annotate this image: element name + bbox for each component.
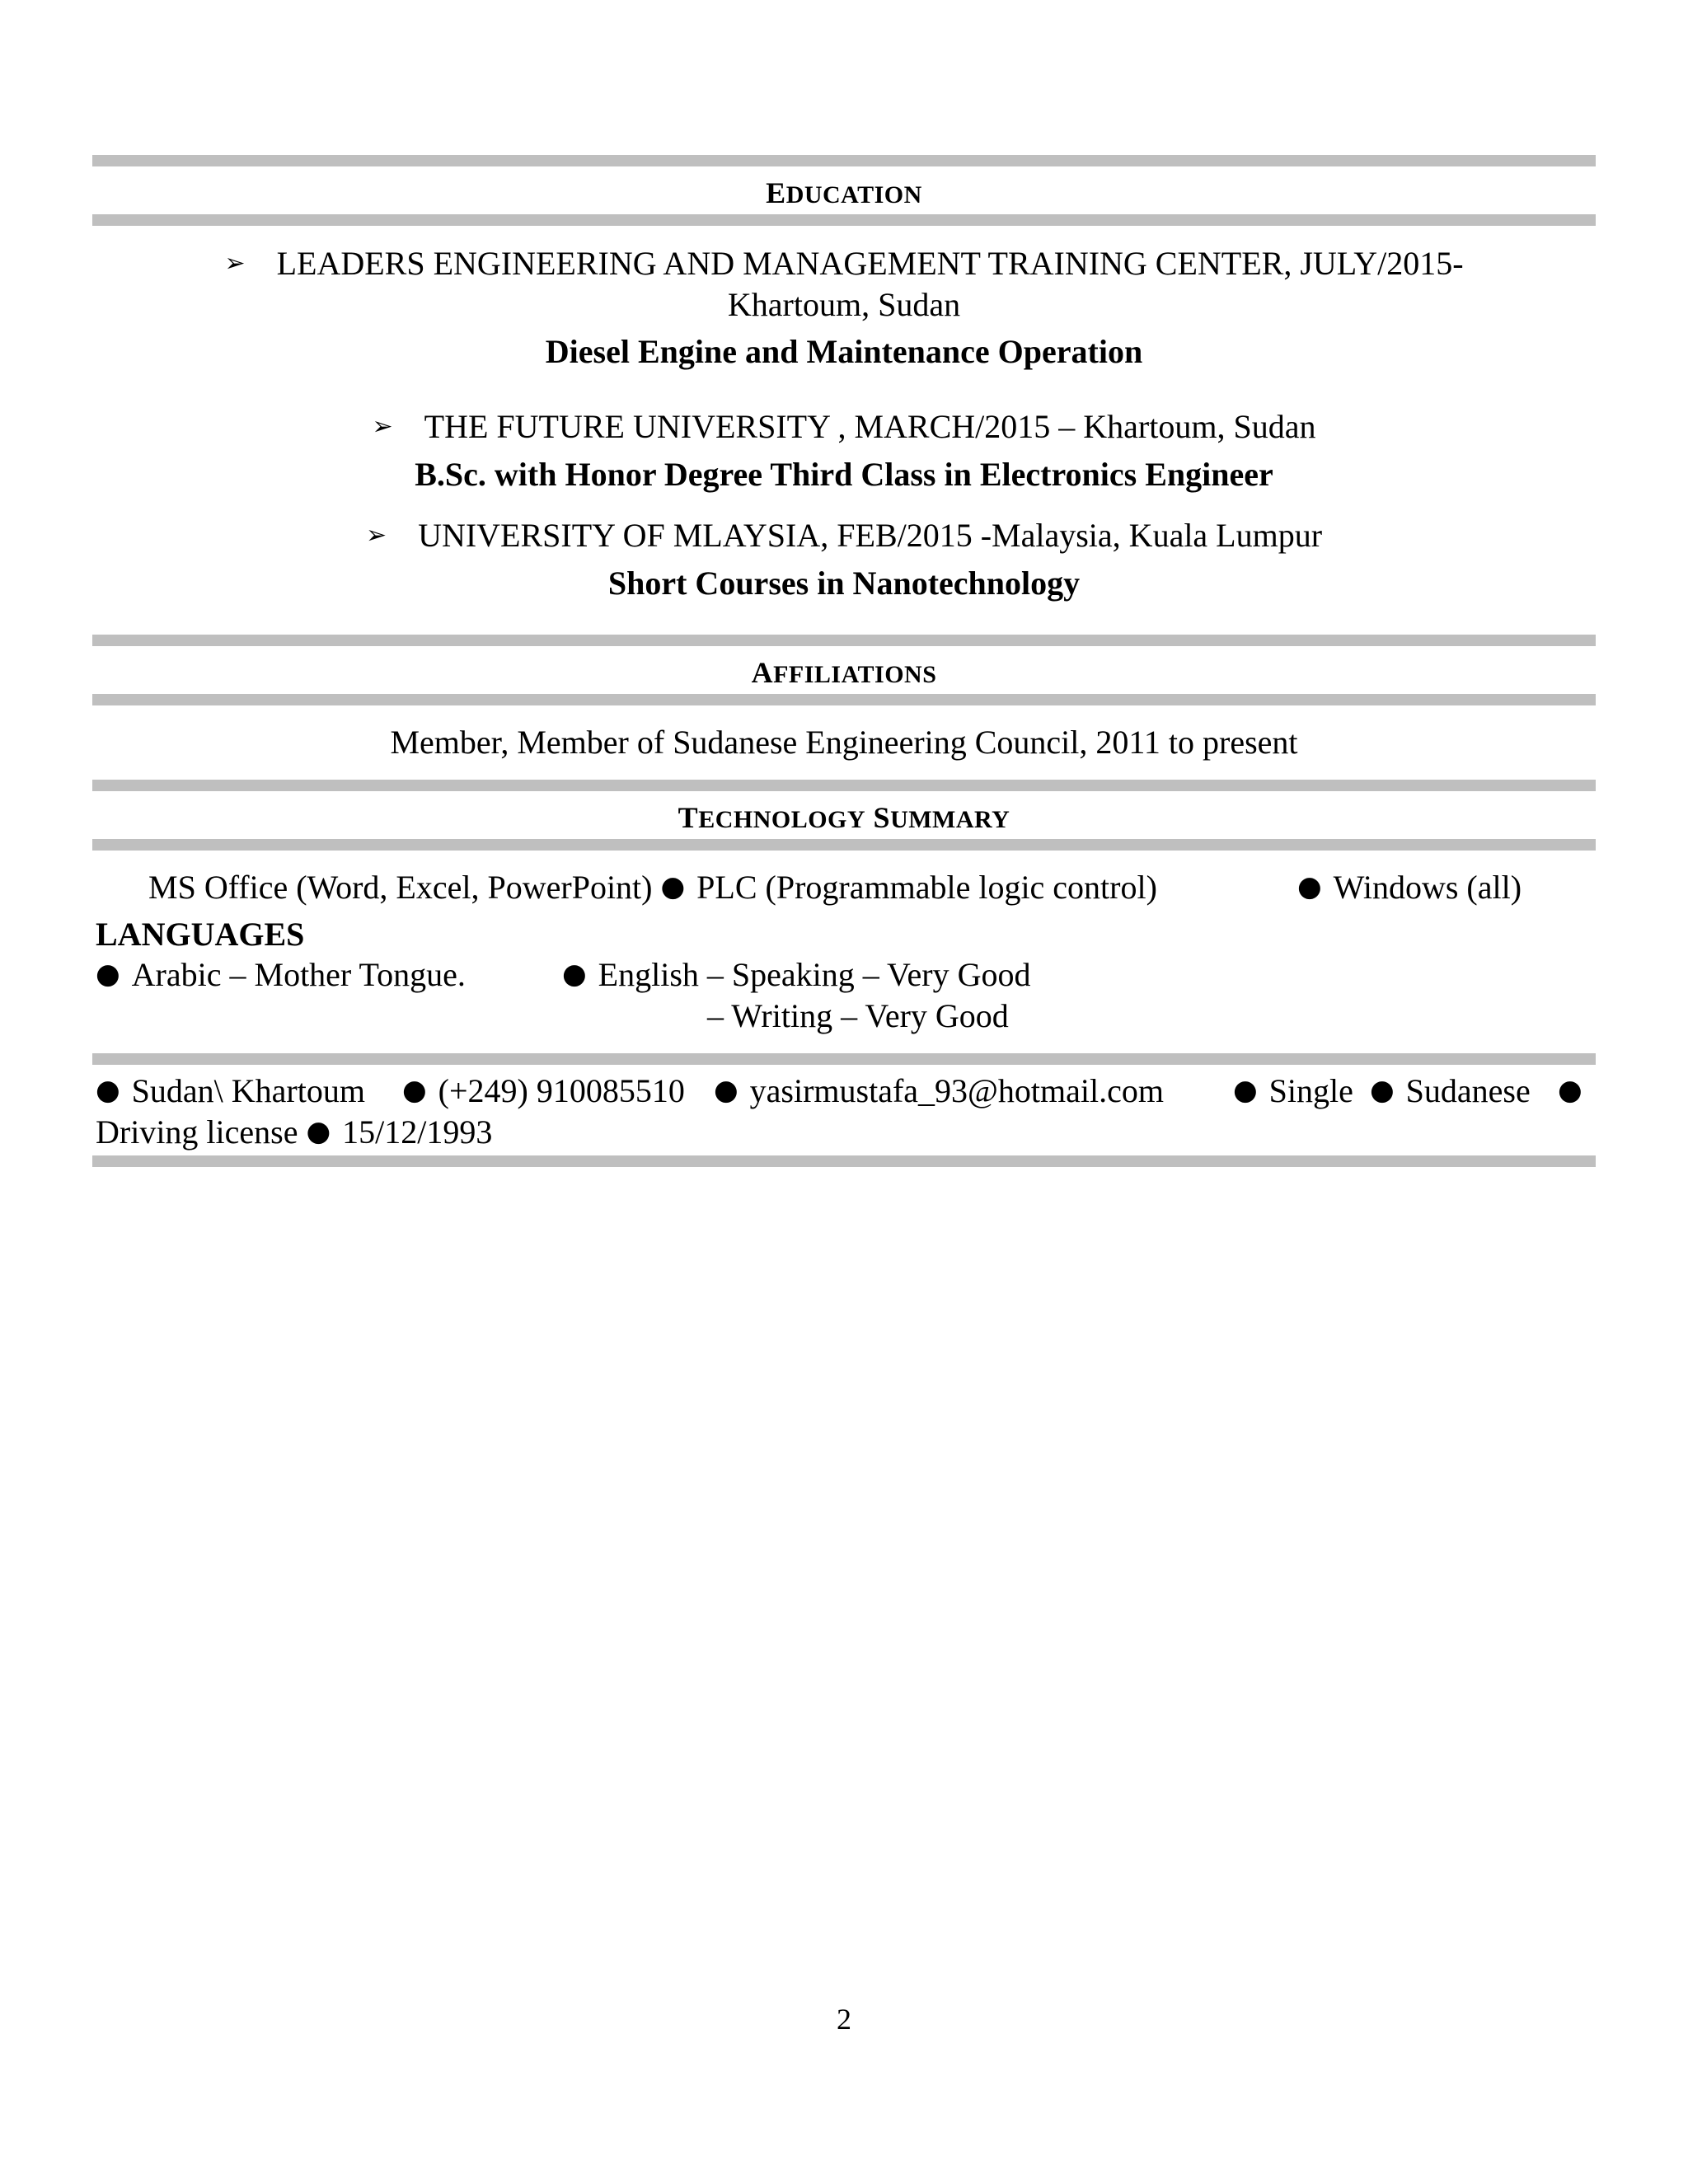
- education-institution: UNIVERSITY OF MLAYSIA, FEB/2015 -Malaysia, Kuala Lumpur: [418, 517, 1323, 554]
- heading-rest: FFILIATIONS: [773, 661, 937, 688]
- personal-nationality: [1370, 1071, 1531, 1113]
- section-rule: [92, 214, 1596, 226]
- heading-initial: S: [873, 801, 891, 834]
- personal-email: [714, 1071, 1164, 1113]
- personal-info-line2: [96, 1112, 492, 1155]
- bullet-dot-icon: ●: [402, 1074, 427, 1107]
- personal-email-text: yasirmustafa_93@hotmail.com: [749, 1072, 1164, 1109]
- education-entry-1-line1: [92, 243, 1596, 288]
- bullet-dot-icon: ●: [1297, 870, 1322, 903]
- bullet-dot-icon: ●: [96, 958, 120, 991]
- bullet-dot-icon: ●: [96, 1074, 120, 1107]
- heading-rest: DUCATION: [785, 181, 922, 209]
- arrow-bullet-icon: ➢: [372, 412, 393, 441]
- section-rule: [92, 155, 1596, 166]
- bullet-dot-icon: ●: [562, 958, 587, 991]
- bullet-dot-icon: ●: [1233, 1074, 1258, 1107]
- section-rule: [92, 694, 1596, 705]
- bullet-dot-icon: ●: [1558, 1074, 1582, 1107]
- affiliations-heading: [92, 654, 1596, 693]
- arrow-bullet-icon: ➢: [224, 249, 246, 278]
- education-heading: [92, 175, 1596, 213]
- arrow-bullet-icon: ➢: [365, 521, 387, 550]
- bullet-dot-icon: ●: [660, 870, 686, 903]
- technology-item: MS Office (Word, Excel, PowerPoint): [148, 869, 653, 906]
- education-entry-2-title: B.Sc. with Honor Degree Third Class in Electronics Engineer: [415, 456, 1273, 493]
- language-item: Arabic – Mother Tongue.: [131, 956, 466, 993]
- technology-heading: [92, 799, 1596, 838]
- personal-phone-text: (+249) 910085510: [438, 1072, 685, 1109]
- technology-item-windows: [1297, 867, 1522, 910]
- section-rule: [92, 635, 1596, 646]
- technology-item: PLC (Programmable logic control): [696, 869, 1157, 906]
- languages-heading: LANGUAGES: [96, 916, 305, 953]
- personal-nationality-text: Sudanese: [1405, 1072, 1531, 1109]
- personal-status-text: Single: [1268, 1072, 1353, 1109]
- education-institution: LEADERS ENGINEERING AND MANAGEMENT TRAINING CENTER, JULY/2015-: [276, 245, 1464, 282]
- personal-dob-text: 15/12/1993: [342, 1113, 493, 1151]
- education-entry-1-title: Diesel Engine and Maintenance Operation: [545, 333, 1143, 370]
- technology-item: Windows (all): [1333, 869, 1522, 906]
- education-entry-2-line1: [92, 406, 1596, 451]
- heading-rest: UMMARY: [890, 806, 1010, 833]
- heading-initial: E: [766, 176, 786, 209]
- education-entry-3-line1: [92, 515, 1596, 560]
- section-rule: [92, 780, 1596, 791]
- education-institution: THE FUTURE UNIVERSITY , MARCH/2015 – Khartoum, Sudan: [424, 408, 1316, 445]
- section-rule: [92, 839, 1596, 851]
- education-entry-1-line2: Khartoum, Sudan: [727, 286, 961, 323]
- heading-initial: T: [678, 801, 699, 834]
- education-entry-3-title: Short Courses in Nanotechnology: [607, 565, 1081, 602]
- bullet-dot-icon: ●: [1370, 1074, 1395, 1107]
- affiliation-text: Member, Member of Sudanese Engineering Council, 2011 to present: [390, 724, 1298, 761]
- personal-phone: [402, 1071, 685, 1113]
- personal-location: Sudan\ Khartoum: [131, 1072, 365, 1109]
- personal-info-line1: [96, 1071, 365, 1113]
- personal-license-dot: [1558, 1071, 1594, 1113]
- bullet-dot-icon: ●: [306, 1115, 331, 1148]
- language-english-writing: – Writing – Very Good: [707, 997, 1009, 1034]
- personal-status: [1233, 1071, 1353, 1113]
- bullet-dot-icon: ●: [714, 1074, 738, 1107]
- section-rule: [92, 1053, 1596, 1065]
- language-english: [562, 954, 1030, 997]
- page-number: 2: [837, 2003, 851, 2036]
- heading-rest: ECHNOLOGY: [698, 806, 866, 833]
- heading-initial: A: [751, 656, 774, 689]
- section-rule: [92, 1155, 1596, 1167]
- personal-license-text: Driving license: [96, 1113, 298, 1151]
- language-item: English – Speaking – Very Good: [598, 956, 1031, 993]
- technology-items: [148, 867, 1157, 910]
- language-arabic: [96, 954, 466, 997]
